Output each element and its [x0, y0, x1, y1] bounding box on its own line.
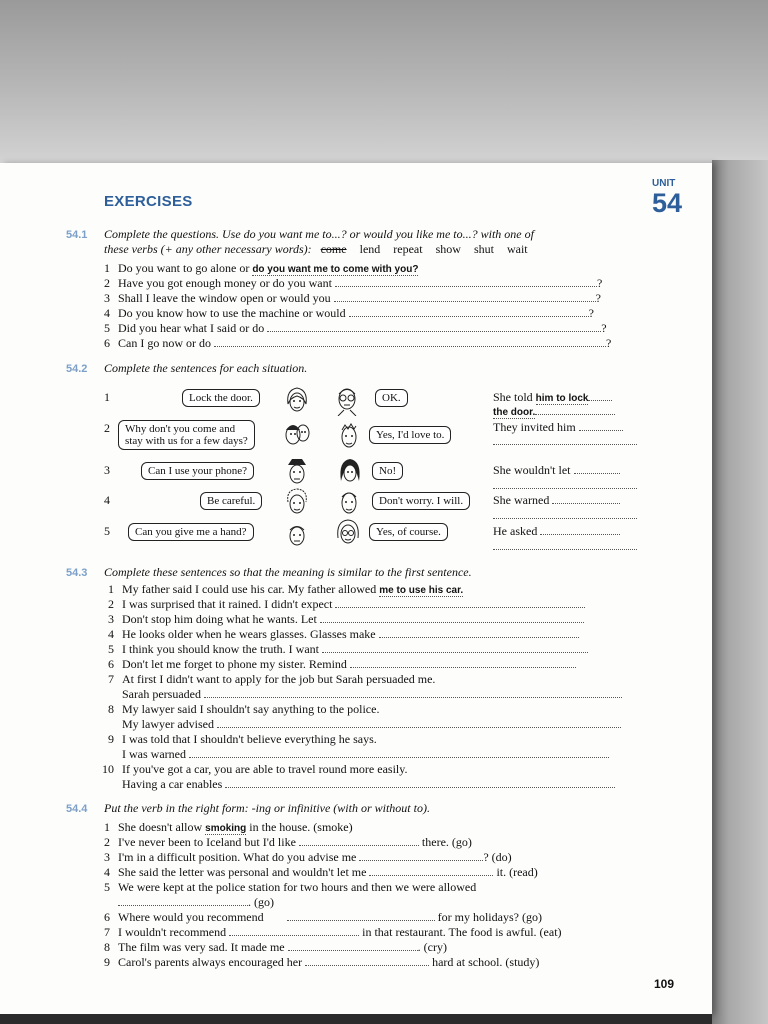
answer-blank[interactable] [493, 478, 637, 489]
speech-bubble-right: No! [372, 462, 403, 480]
list-item: 5 Did you hear what I said or do ? [104, 321, 607, 335]
list-item: 2 I've never been to Iceland but I'd like there. (go) [104, 835, 472, 849]
exercise-number: 54.1 [66, 229, 88, 241]
answer-blank[interactable] [349, 306, 589, 317]
verb: shut [473, 241, 494, 256]
list-item: 4 He looks older when he wears glasses. Glasses make [108, 627, 640, 642]
answer-blank[interactable] [334, 291, 596, 302]
list-item: 7 I wouldn't recommend in that restaurant. The food is awful. (eat) [104, 925, 562, 939]
answer-blank[interactable] [579, 420, 623, 431]
answer-blank[interactable] [217, 717, 621, 728]
answer-blank[interactable] [335, 597, 585, 608]
instruction-text: these verbs (+ any other necessary words): [104, 241, 312, 256]
list-item: 3 I'm in a difficult position. What do you advise me ? (do) [104, 850, 512, 864]
answer-blank[interactable] [493, 539, 637, 550]
handwritten-answer: him to lock [535, 393, 589, 404]
exercise-list [102, 582, 640, 792]
answer-blank[interactable] [359, 850, 483, 861]
answer-blank[interactable] [189, 747, 609, 758]
verb-crossed: come [320, 241, 347, 256]
speech-bubble-left: Why don't you come and stay with us for a few days? [118, 420, 255, 450]
background-shadow [712, 160, 768, 1024]
situation-sentence: She warned [493, 493, 620, 508]
answer-blank[interactable] [267, 321, 601, 332]
item-number: 5 [104, 524, 110, 538]
woman-dark-hair-face-icon [335, 455, 365, 489]
list-item: 8 The film was very sad. It made me . (cry) [104, 940, 447, 954]
item-number: 2 [104, 421, 110, 435]
answer-blank[interactable] [493, 508, 637, 519]
list-item: 6 Where would you recommend for my holidays? (go) [104, 910, 542, 924]
exercise-number: 54.4 [66, 803, 88, 815]
situation-sentence: They invited him [493, 420, 623, 435]
exercise-instruction [104, 227, 644, 256]
list-item-cont: Having a car enables [108, 777, 640, 792]
answer-blank[interactable] [493, 434, 637, 445]
list-item: 4 She said the letter was personal and wouldn't let me it. (read) [104, 865, 538, 879]
answer-blank[interactable] [322, 642, 588, 653]
woman-curly-face-icon [282, 486, 312, 520]
handwritten-answer: the door. [493, 407, 536, 418]
verb: lend [359, 241, 381, 256]
list-item: 6 Don't let me forget to phone my sister. Remind [108, 657, 640, 672]
instruction-line: Complete the questions. Use do you want me to...? or would you like me to...? with one of [104, 227, 534, 241]
situation-sentence: She told him to lock [493, 390, 612, 405]
page-title: EXERCISES [104, 193, 193, 210]
woman-face-icon [282, 384, 312, 418]
man-face-icon [334, 486, 364, 520]
list-item-cont: My lawyer advised [108, 717, 640, 732]
handwritten-answer: smoking [205, 823, 247, 834]
scanner-edge [0, 1014, 712, 1024]
exercise-number: 54.3 [66, 567, 88, 579]
answer-blank[interactable] [118, 895, 248, 906]
instruction-line [104, 242, 644, 257]
list-item: 5 I think you should know the truth. I want [108, 642, 640, 657]
item-number: 4 [104, 493, 110, 507]
list-item-cont: . (go) [104, 895, 644, 910]
list-item: 9 I was told that I shouldn't believe everything he says. [108, 732, 377, 746]
list-item: 6 Can I go now or do ? [104, 336, 612, 350]
speech-bubble-right: Yes, I'd love to. [369, 426, 451, 444]
list-item: 1 She doesn't allow smoking in the house. (smoke) [104, 820, 353, 834]
list-item: 7 At first I didn't want to apply for the job but Sarah persuaded me. [108, 672, 436, 686]
answer-blank[interactable] [204, 687, 622, 698]
answer-blank[interactable] [305, 955, 429, 966]
exercise-number: 54.2 [66, 363, 88, 375]
list-item: 1 My father said I could use his car. My father allowed me to use his car. [108, 582, 464, 596]
list-item: 9 Carol's parents always encouraged her hard at school. (study) [104, 955, 540, 969]
unit-label: UNIT [652, 178, 676, 189]
answer-blank[interactable] [320, 612, 584, 623]
list-item: 3 Shall I leave the window open or would you ? [104, 291, 601, 305]
answer-blank[interactable] [552, 493, 620, 504]
answer-blank[interactable] [540, 524, 620, 535]
speech-bubble-left: Lock the door. [182, 389, 260, 407]
list-item: 3 Don't stop him doing what he wants. Let [108, 612, 640, 627]
answer-blank[interactable] [574, 463, 620, 474]
situation-sentence: He asked [493, 524, 620, 539]
answer-blank[interactable] [288, 940, 418, 951]
couple-face-icon [282, 418, 312, 452]
list-item: 8 My lawyer said I shouldn't say anything to the police. [108, 702, 380, 716]
exercise-instruction: Complete these sentences so that the meaning is similar to the first sentence. [104, 565, 472, 579]
page-number: 109 [654, 977, 675, 991]
man-face-icon [282, 518, 312, 552]
list-item-cont: Sarah persuaded [108, 687, 640, 702]
list-item: 1 Do you want to go alone or do you want me to come with you? [104, 261, 419, 275]
verb: show [435, 241, 461, 256]
speech-bubble-left: Be careful. [200, 492, 262, 510]
item-number: 3 [104, 463, 110, 477]
verb: repeat [393, 241, 423, 256]
answer-blank[interactable] [214, 336, 606, 347]
exercise-instruction: Complete the sentences for each situation. [104, 361, 308, 375]
exercise-instruction: Put the verb in the right form: -ing or infinitive (with or without to). [104, 801, 430, 815]
answer-blank[interactable] [287, 910, 435, 921]
answer-blank[interactable] [299, 835, 419, 846]
situation-sentence-cont [493, 404, 615, 419]
speech-bubble-right: Don't worry. I will. [372, 492, 470, 510]
answer-blank[interactable] [225, 777, 615, 788]
answer-blank[interactable] [335, 276, 597, 287]
list-item: 2 I was surprised that it rained. I didn't expect [108, 597, 640, 612]
speech-bubble-right: Yes, of course. [369, 523, 448, 541]
list-item: We were kept at the police station for two hours and then we were allowed [118, 880, 477, 894]
man-face-icon [334, 420, 364, 454]
man-glasses-face-icon [332, 382, 362, 416]
answer-blank[interactable] [369, 865, 493, 876]
exercise-list [104, 261, 640, 351]
list-item: 10 If you've got a car, you are able to travel round more easily. [102, 762, 408, 776]
speech-bubble-right: OK. [375, 389, 408, 407]
answer-blank[interactable] [229, 925, 359, 936]
item-number: 1 [104, 390, 110, 404]
verb: wait [506, 241, 528, 256]
handwritten-answer: do you want me to come with you? [252, 264, 419, 275]
list-item: 4 Do you know how to use the machine or would ? [104, 306, 594, 320]
woman-glasses-face-icon [333, 516, 363, 550]
unit-number: 54 [652, 188, 683, 218]
list-item-cont: I was warned [108, 747, 640, 762]
speech-bubble-left: Can I use your phone? [141, 462, 254, 480]
man-hat-face-icon [282, 455, 312, 489]
speech-bubble-left: Can you give me a hand? [128, 523, 254, 541]
list-item: 2 Have you got enough money or do you want ? [104, 276, 603, 290]
answer-blank[interactable] [379, 627, 579, 638]
answer-blank[interactable] [350, 657, 576, 668]
exercise-list [104, 820, 644, 970]
item-number: 5 [104, 880, 110, 894]
situation-sentence: She wouldn't let [493, 463, 620, 478]
handwritten-answer: me to use his car. [379, 585, 464, 596]
